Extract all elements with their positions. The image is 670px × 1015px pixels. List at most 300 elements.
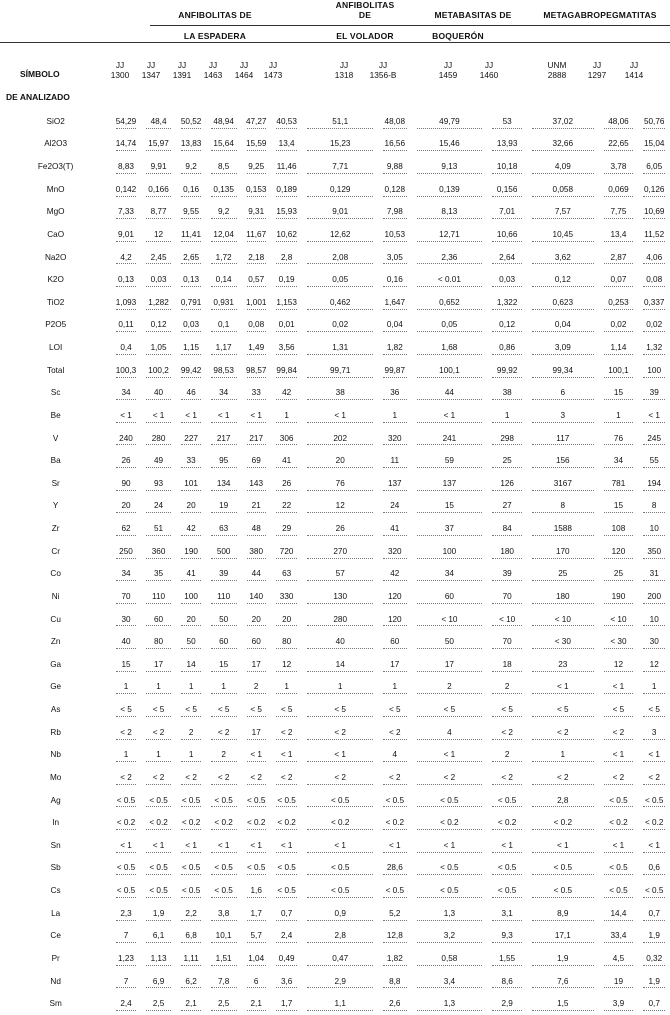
value-cell: 11,67 <box>242 223 271 246</box>
value-cell: 3 <box>527 404 598 427</box>
value-cell: < 0.2 <box>271 811 303 834</box>
table-row <box>0 721 670 744</box>
value-cell: 60 <box>242 630 271 653</box>
value-cell: 13,4 <box>599 223 639 246</box>
value-cell: 2 <box>487 744 527 767</box>
value-cell: 0,7 <box>638 902 670 925</box>
value-cell: 4,2 <box>111 246 140 269</box>
value-cell: < 10 <box>599 608 639 631</box>
value-cell: < 1 <box>527 676 598 699</box>
value-cell: 781 <box>599 472 639 495</box>
value-cell: 1,9 <box>638 970 670 993</box>
value-cell: 50 <box>206 608 242 631</box>
value-cell: 9,55 <box>176 201 205 224</box>
value-cell: 1,68 <box>412 336 488 359</box>
value-cell: 2,87 <box>599 246 639 269</box>
value-cell: 15,04 <box>638 133 670 156</box>
value-cell: 12,71 <box>412 223 488 246</box>
value-cell: < 2 <box>271 766 303 789</box>
value-cell: 100,1 <box>599 359 639 382</box>
value-cell: < 1 <box>141 834 177 857</box>
value-cell: 99,92 <box>487 359 527 382</box>
element-label: In <box>52 818 60 828</box>
value-cell: 0,791 <box>176 291 205 314</box>
value-cell: 15,23 <box>302 133 378 156</box>
element-label: Zn <box>50 637 61 647</box>
value-cell: 80 <box>271 630 303 653</box>
value-cell: < 1 <box>599 834 639 857</box>
value-cell: 180 <box>527 585 598 608</box>
value-cell: 12 <box>302 495 378 518</box>
value-cell: 6,1 <box>141 925 177 948</box>
value-cell: 1,282 <box>141 291 177 314</box>
value-cell: 90 <box>111 472 140 495</box>
table-row <box>0 133 670 156</box>
value-cell: 12 <box>141 223 177 246</box>
value-cell: 1,04 <box>242 947 271 970</box>
value-cell: 31 <box>638 563 670 586</box>
sample-id-header <box>330 60 358 80</box>
value-cell: 0,02 <box>599 314 639 337</box>
value-cell: 240 <box>111 427 140 450</box>
value-cell: 8 <box>527 495 598 518</box>
value-cell: 11,46 <box>271 155 303 178</box>
value-cell: 190 <box>176 540 205 563</box>
value-cell: < 2 <box>527 766 598 789</box>
value-cell: 1,3 <box>412 902 488 925</box>
table-row <box>0 517 670 540</box>
value-cell: 3,9 <box>599 992 639 1015</box>
value-cell: 0,49 <box>271 947 303 970</box>
value-cell: 3167 <box>527 472 598 495</box>
value-cell: 0,462 <box>302 291 378 314</box>
value-cell: 9,31 <box>242 201 271 224</box>
element-label: Fe2O3(T) <box>37 162 74 172</box>
value-cell: < 0.2 <box>378 811 412 834</box>
value-cell: < 0.5 <box>271 879 303 902</box>
element-label: Ni <box>51 591 60 601</box>
table-row <box>0 404 670 427</box>
value-cell: 1,15 <box>176 336 205 359</box>
value-cell: 29 <box>271 517 303 540</box>
value-cell: < 1 <box>271 834 303 857</box>
value-cell: 48,06 <box>599 110 639 133</box>
value-cell: 28,6 <box>378 857 412 880</box>
value-cell: 0,01 <box>271 314 303 337</box>
value-cell: 80 <box>141 630 177 653</box>
value-cell: < 2 <box>111 766 140 789</box>
value-cell: 19 <box>206 495 242 518</box>
value-cell: 0,7 <box>271 902 303 925</box>
value-cell: < 5 <box>206 698 242 721</box>
value-cell: < 0.5 <box>527 857 598 880</box>
value-cell: < 0.5 <box>599 789 639 812</box>
value-cell: 98,57 <box>242 359 271 382</box>
value-cell: < 0.5 <box>487 857 527 880</box>
value-cell: < 1 <box>527 834 598 857</box>
value-cell: 7 <box>111 970 140 993</box>
value-cell: 1,093 <box>111 291 140 314</box>
value-cell: 1 <box>176 676 205 699</box>
value-cell: < 0.5 <box>271 789 303 812</box>
table-row <box>0 223 670 246</box>
value-cell: 3,6 <box>271 970 303 993</box>
value-cell: < 2 <box>302 766 378 789</box>
value-cell: 120 <box>378 585 412 608</box>
value-cell: 1 <box>141 676 177 699</box>
value-cell: 0,04 <box>378 314 412 337</box>
value-cell: 25 <box>527 563 598 586</box>
value-cell: 0,04 <box>527 314 598 337</box>
value-cell: < 2 <box>206 721 242 744</box>
value-cell: 1,11 <box>176 947 205 970</box>
value-cell: < 1 <box>206 834 242 857</box>
value-cell: 60 <box>141 608 177 631</box>
table-row <box>0 992 670 1015</box>
value-cell: 4,09 <box>527 155 598 178</box>
value-cell: < 2 <box>242 766 271 789</box>
value-cell: 320 <box>378 540 412 563</box>
value-cell: 57 <box>302 563 378 586</box>
value-cell: 1,32 <box>638 336 670 359</box>
value-cell: 10,62 <box>271 223 303 246</box>
value-cell: 0,02 <box>638 314 670 337</box>
value-cell: 15 <box>206 653 242 676</box>
value-cell: 2,64 <box>487 246 527 269</box>
value-cell: < 0.5 <box>206 879 242 902</box>
value-cell: 12 <box>638 653 670 676</box>
value-cell: 5,2 <box>378 902 412 925</box>
table-row <box>0 698 670 721</box>
value-cell: 34 <box>206 382 242 405</box>
value-cell: 202 <box>302 427 378 450</box>
value-cell: < 0.01 <box>412 268 488 291</box>
sample-id-header <box>430 60 466 80</box>
value-cell: 40 <box>111 630 140 653</box>
value-cell: 34 <box>599 449 639 472</box>
table-row <box>0 449 670 472</box>
value-cell: 227 <box>176 427 205 450</box>
value-cell: 1,23 <box>111 947 140 970</box>
value-cell: 22,65 <box>599 133 639 156</box>
value-cell: 1 <box>141 744 177 767</box>
value-cell: 70 <box>487 585 527 608</box>
value-cell: 7 <box>111 925 140 948</box>
sample-number: 1464 <box>234 70 254 80</box>
sample-number: 1300 <box>110 70 130 80</box>
value-cell: 100 <box>638 359 670 382</box>
value-cell: 17 <box>141 653 177 676</box>
value-cell: < 0.5 <box>141 857 177 880</box>
value-cell: 53 <box>487 110 527 133</box>
value-cell: 0,623 <box>527 291 598 314</box>
value-cell: 9,01 <box>111 223 140 246</box>
value-cell: 0,05 <box>302 268 378 291</box>
sample-id-header <box>134 60 168 80</box>
value-cell: 24 <box>378 495 412 518</box>
value-cell: 1 <box>206 676 242 699</box>
value-cell: 1,51 <box>206 947 242 970</box>
sample-prefix: UNM <box>547 60 567 70</box>
value-cell: < 1 <box>412 834 488 857</box>
value-cell: 3,1 <box>487 902 527 925</box>
value-cell: 40 <box>141 382 177 405</box>
table-row <box>0 879 670 902</box>
value-cell: 39 <box>206 563 242 586</box>
value-cell: 34 <box>412 563 488 586</box>
value-cell: 35 <box>141 563 177 586</box>
value-cell: < 0.5 <box>242 857 271 880</box>
table-row <box>0 744 670 767</box>
value-cell: < 0.2 <box>302 811 378 834</box>
value-cell: 2,9 <box>302 970 378 993</box>
value-cell: 48,94 <box>206 110 242 133</box>
element-label: Al2O3 <box>44 139 68 149</box>
value-cell: < 0.2 <box>487 811 527 834</box>
value-cell: < 0.5 <box>111 879 140 902</box>
value-cell: < 0.2 <box>412 811 488 834</box>
value-cell: < 2 <box>378 766 412 789</box>
value-cell: 13,4 <box>271 133 303 156</box>
value-cell: 7,01 <box>487 201 527 224</box>
value-cell: 126 <box>487 472 527 495</box>
value-cell: 1 <box>599 404 639 427</box>
value-cell: 360 <box>141 540 177 563</box>
value-cell: < 1 <box>302 404 378 427</box>
value-cell: < 0.5 <box>302 879 378 902</box>
value-cell: 0,13 <box>176 268 205 291</box>
value-cell: 12,62 <box>302 223 378 246</box>
sample-prefix: JJ <box>443 60 453 70</box>
value-cell: < 1 <box>111 404 140 427</box>
table-row <box>0 676 670 699</box>
value-cell: 22 <box>271 495 303 518</box>
value-cell: 18 <box>487 653 527 676</box>
value-cell: 62 <box>111 517 140 540</box>
value-cell: 17,1 <box>527 925 598 948</box>
value-cell: 0,05 <box>412 314 488 337</box>
element-label: Nb <box>50 750 61 760</box>
table-row <box>0 585 670 608</box>
value-cell: < 1 <box>242 834 271 857</box>
value-cell: 12 <box>599 653 639 676</box>
value-cell: 100,1 <box>412 359 488 382</box>
value-cell: 30 <box>638 630 670 653</box>
value-cell: < 5 <box>141 698 177 721</box>
value-cell: 1,05 <box>141 336 177 359</box>
value-cell: 17 <box>412 653 488 676</box>
value-cell: 15 <box>111 653 140 676</box>
value-cell: 0,32 <box>638 947 670 970</box>
value-cell: 7,33 <box>111 201 140 224</box>
value-cell: 1,3 <box>412 992 488 1015</box>
value-cell: 14 <box>176 653 205 676</box>
sample-prefix: JJ <box>378 60 388 70</box>
value-cell: 0,03 <box>141 268 177 291</box>
value-cell: 2 <box>412 676 488 699</box>
value-cell: 1,9 <box>638 925 670 948</box>
value-cell: 0,135 <box>206 178 242 201</box>
value-cell: 24 <box>141 495 177 518</box>
value-cell: 0,128 <box>378 178 412 201</box>
value-cell: 0,07 <box>599 268 639 291</box>
value-cell: 10,69 <box>638 201 670 224</box>
value-cell: 48 <box>242 517 271 540</box>
value-cell: < 0.5 <box>141 789 177 812</box>
value-cell: 0,16 <box>378 268 412 291</box>
sample-prefix: JJ <box>268 60 278 70</box>
value-cell: 11 <box>378 449 412 472</box>
value-cell: 2,65 <box>176 246 205 269</box>
value-cell: < 0.5 <box>412 879 488 902</box>
value-cell: 1 <box>111 744 140 767</box>
value-cell: 33 <box>176 449 205 472</box>
header-rule-bottom <box>0 42 670 43</box>
value-cell: 170 <box>527 540 598 563</box>
value-cell: 44 <box>242 563 271 586</box>
value-cell: 93 <box>141 472 177 495</box>
group-header-espadera: ANFIBOLITAS DE <box>178 10 252 20</box>
value-cell: 0,16 <box>176 178 205 201</box>
group-header-boqueron: METABASITAS DE <box>434 10 512 20</box>
value-cell: 6 <box>527 382 598 405</box>
value-cell: 20 <box>111 495 140 518</box>
value-cell: < 0.5 <box>206 789 242 812</box>
value-cell: < 10 <box>487 608 527 631</box>
value-cell: 7,75 <box>599 201 639 224</box>
value-cell: 130 <box>302 585 378 608</box>
value-cell: 0,153 <box>242 178 271 201</box>
value-cell: 76 <box>599 427 639 450</box>
value-cell: 1,55 <box>487 947 527 970</box>
value-cell: 14,4 <box>599 902 639 925</box>
value-cell: < 0.5 <box>176 879 205 902</box>
value-cell: 55 <box>638 449 670 472</box>
element-label: Cr <box>51 546 60 556</box>
value-cell: 10,53 <box>378 223 412 246</box>
value-cell: 26 <box>111 449 140 472</box>
value-cell: < 1 <box>638 834 670 857</box>
value-cell: 2,5 <box>141 992 177 1015</box>
value-cell: 4 <box>412 721 488 744</box>
table-row <box>0 947 670 970</box>
value-cell: 270 <box>302 540 378 563</box>
sample-prefix: JJ <box>177 60 187 70</box>
value-cell: 10 <box>638 608 670 631</box>
value-cell: 60 <box>206 630 242 653</box>
table-row <box>0 291 670 314</box>
value-cell: < 2 <box>176 766 205 789</box>
value-cell: < 0.5 <box>302 857 378 880</box>
value-cell: 34 <box>111 563 140 586</box>
value-cell: < 0.5 <box>599 857 639 880</box>
table-row <box>0 427 670 450</box>
value-cell: 15 <box>599 382 639 405</box>
value-cell: < 2 <box>599 721 639 744</box>
value-cell: 2 <box>206 744 242 767</box>
value-cell: 6,9 <box>141 970 177 993</box>
value-cell: 1,7 <box>271 992 303 1015</box>
table-row <box>0 495 670 518</box>
element-label: K2O <box>47 275 64 285</box>
value-cell: 0,47 <box>302 947 378 970</box>
value-cell: < 0.2 <box>599 811 639 834</box>
table-row <box>0 201 670 224</box>
value-cell: 9,2 <box>176 155 205 178</box>
value-cell: 10,66 <box>487 223 527 246</box>
value-cell: < 2 <box>487 721 527 744</box>
table-row <box>0 540 670 563</box>
element-label: Ce <box>50 931 61 941</box>
sample-id-header <box>106 60 134 80</box>
value-cell: 1,82 <box>378 947 412 970</box>
value-cell: 63 <box>206 517 242 540</box>
table-row <box>0 314 670 337</box>
value-cell: 0,058 <box>527 178 598 201</box>
value-cell: < 5 <box>527 698 598 721</box>
value-cell: 120 <box>599 540 639 563</box>
value-cell: 0,7 <box>638 992 670 1015</box>
value-cell: < 0.5 <box>176 789 205 812</box>
value-cell: 1 <box>111 676 140 699</box>
value-cell: < 2 <box>111 721 140 744</box>
value-cell: 8,8 <box>378 970 412 993</box>
element-label: Rb <box>50 727 61 737</box>
value-cell: 1,9 <box>141 902 177 925</box>
value-cell: 110 <box>141 585 177 608</box>
value-cell: 190 <box>599 585 639 608</box>
value-cell: 6,05 <box>638 155 670 178</box>
value-cell: 7,71 <box>302 155 378 178</box>
value-cell: < 2 <box>638 766 670 789</box>
value-cell: 0,86 <box>487 336 527 359</box>
value-cell: 1,647 <box>378 291 412 314</box>
value-cell: 50 <box>412 630 488 653</box>
value-cell: 41 <box>176 563 205 586</box>
sample-prefix: JJ <box>592 60 602 70</box>
value-cell: 1 <box>487 404 527 427</box>
value-cell: 15,46 <box>412 133 488 156</box>
value-cell: 1,13 <box>141 947 177 970</box>
value-cell: 41 <box>271 449 303 472</box>
value-cell: 250 <box>111 540 140 563</box>
element-label: Ge <box>50 682 62 692</box>
value-cell: < 1 <box>638 744 670 767</box>
table-row <box>0 246 670 269</box>
value-cell: 0,139 <box>412 178 488 201</box>
value-cell: 32,66 <box>527 133 598 156</box>
value-cell: 12 <box>271 653 303 676</box>
sample-prefix: JJ <box>484 60 494 70</box>
sample-number: 1460 <box>479 70 499 80</box>
sample-number: 1347 <box>141 70 161 80</box>
value-cell: 0,4 <box>111 336 140 359</box>
value-cell: 0,14 <box>206 268 242 291</box>
value-cell: < 2 <box>141 766 177 789</box>
value-cell: 50,52 <box>176 110 205 133</box>
group-header-espadera-sub: LA ESPADERA <box>183 31 247 41</box>
value-cell: 26 <box>302 517 378 540</box>
value-cell: 70 <box>487 630 527 653</box>
sample-id-header <box>578 60 616 80</box>
value-cell: < 0.5 <box>412 857 488 880</box>
table-row <box>0 178 670 201</box>
value-cell: 21 <box>242 495 271 518</box>
value-cell: 306 <box>271 427 303 450</box>
value-cell: 39 <box>638 382 670 405</box>
value-cell: 17 <box>242 721 271 744</box>
value-cell: < 5 <box>599 698 639 721</box>
